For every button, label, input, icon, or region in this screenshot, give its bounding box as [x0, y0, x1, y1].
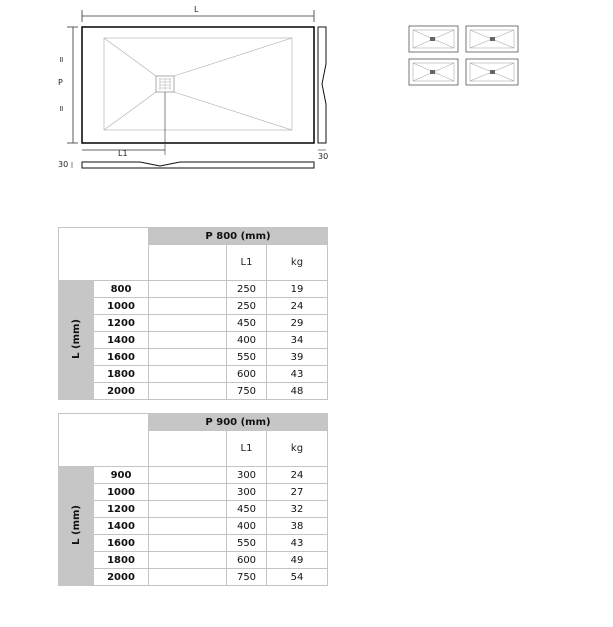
equal-mark-bottom: =	[56, 105, 66, 112]
table-corner-blank	[59, 414, 149, 467]
blank-cell	[149, 467, 227, 484]
l1-cell: 300	[227, 467, 267, 484]
size-cell: 1400	[94, 518, 149, 535]
table-row	[59, 298, 328, 315]
kg-cell: 43	[267, 366, 328, 383]
size-cell: 2000	[94, 569, 149, 586]
table-row	[59, 484, 328, 501]
blank-cell	[149, 383, 227, 400]
kg-cell: 34	[267, 332, 328, 349]
size-cell: 2000	[94, 383, 149, 400]
size-cell: 1400	[94, 332, 149, 349]
l1-cell: 250	[227, 298, 267, 315]
l1-cell: 550	[227, 349, 267, 366]
kg-cell: 29	[267, 315, 328, 332]
length-label: L	[194, 5, 199, 14]
spec-table-p900	[58, 413, 328, 586]
blank-cell	[149, 431, 227, 467]
table-row	[59, 349, 328, 366]
blank-cell	[149, 569, 227, 586]
kg-cell: 54	[267, 569, 328, 586]
blank-cell	[149, 332, 227, 349]
table-row	[59, 569, 328, 586]
l1-cell: 450	[227, 315, 267, 332]
l1-cell: 250	[227, 281, 267, 298]
size-cell: 1800	[94, 552, 149, 569]
l1-cell: 600	[227, 366, 267, 383]
table-row	[59, 467, 328, 484]
kg-cell: 24	[267, 298, 328, 315]
size-cell: 1800	[94, 366, 149, 383]
l1-cell: 400	[227, 332, 267, 349]
shower-tray-drawing	[0, 0, 613, 200]
kg-cell: 43	[267, 535, 328, 552]
kg-cell: 24	[267, 467, 328, 484]
l1-cell: 600	[227, 552, 267, 569]
table-row	[59, 535, 328, 552]
blank-cell	[149, 349, 227, 366]
spec-table-p800	[58, 227, 328, 400]
blank-cell	[149, 501, 227, 518]
column-header-l1: L1	[227, 245, 267, 281]
table-row	[59, 332, 328, 349]
kg-cell: 39	[267, 349, 328, 366]
column-header-l1: L1	[227, 431, 267, 467]
l1-label: L1	[118, 149, 128, 158]
blank-cell	[149, 366, 227, 383]
l1-cell: 750	[227, 383, 267, 400]
row-axis-label: L (mm)	[59, 467, 94, 586]
table-row	[59, 281, 328, 298]
size-cell: 1600	[94, 349, 149, 366]
row-axis-label: L (mm)	[59, 281, 94, 400]
kg-cell: 49	[267, 552, 328, 569]
size-cell: 800	[94, 281, 149, 298]
table-title: P 800 (mm)	[149, 228, 328, 245]
blank-cell	[149, 281, 227, 298]
kg-cell: 27	[267, 484, 328, 501]
l1-cell: 400	[227, 518, 267, 535]
table-row	[59, 366, 328, 383]
table-corner-blank	[59, 228, 149, 281]
blank-cell	[149, 518, 227, 535]
blank-cell	[149, 298, 227, 315]
size-cell: 1200	[94, 315, 149, 332]
equal-mark-top: =	[56, 56, 66, 63]
blank-cell	[149, 315, 227, 332]
l1-cell: 450	[227, 501, 267, 518]
table-row	[59, 552, 328, 569]
size-cell: 1000	[94, 298, 149, 315]
l1-cell: 750	[227, 569, 267, 586]
kg-cell: 32	[267, 501, 328, 518]
column-header-kg: kg	[267, 245, 328, 281]
blank-cell	[149, 535, 227, 552]
size-cell: 1200	[94, 501, 149, 518]
size-cell: 1000	[94, 484, 149, 501]
kg-cell: 19	[267, 281, 328, 298]
size-cell: 1600	[94, 535, 149, 552]
depth-label: P	[58, 78, 63, 87]
table-row	[59, 383, 328, 400]
l1-cell: 300	[227, 484, 267, 501]
blank-cell	[149, 245, 227, 281]
blank-cell	[149, 484, 227, 501]
table-row	[59, 315, 328, 332]
kg-cell: 48	[267, 383, 328, 400]
l1-cell: 550	[227, 535, 267, 552]
table-row	[59, 518, 328, 535]
blank-cell	[149, 552, 227, 569]
table-title: P 900 (mm)	[149, 414, 328, 431]
size-cell: 900	[94, 467, 149, 484]
column-header-kg: kg	[267, 431, 328, 467]
kg-cell: 38	[267, 518, 328, 535]
table-row	[59, 501, 328, 518]
thickness-label-left: 30	[58, 160, 69, 169]
thickness-label-right: 30	[318, 152, 329, 161]
